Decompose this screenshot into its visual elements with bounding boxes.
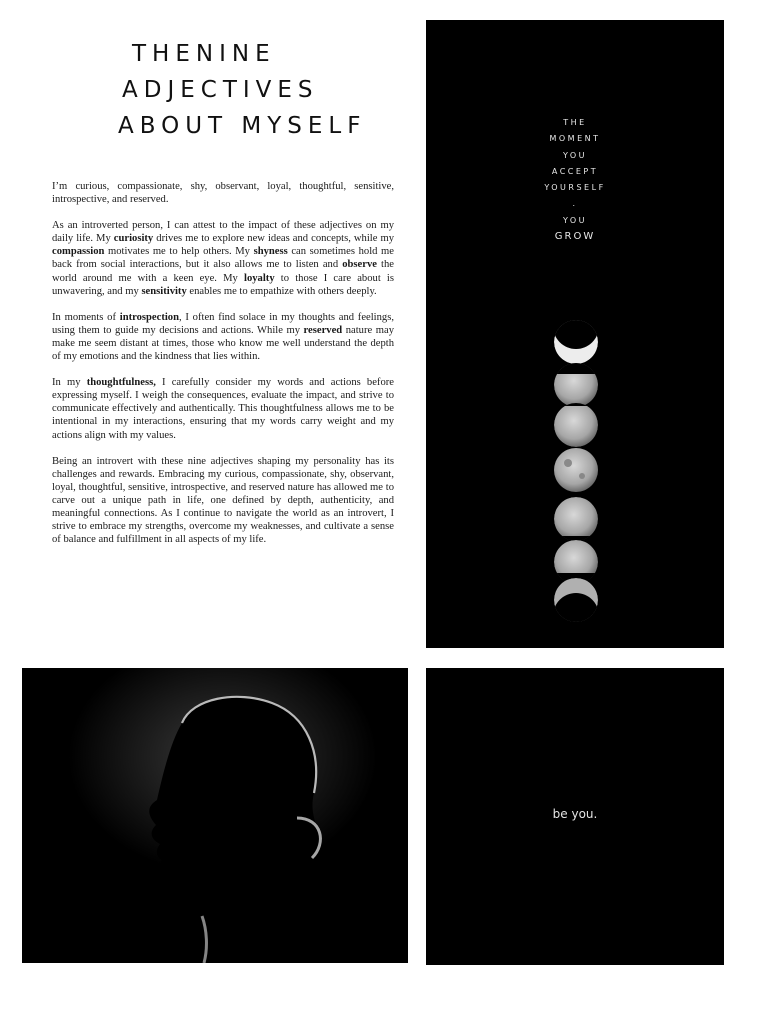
text-run: the world around me with a keen eye. My <box>52 259 395 284</box>
text-run: can sometimes hold me back from social interactions, but it also allows me to listen and <box>52 246 394 271</box>
essay-body <box>52 180 394 559</box>
woman-profile-silhouette <box>22 668 408 963</box>
quote-line: YOU <box>562 215 588 225</box>
keyword-loyalty: loyalty <box>244 272 275 284</box>
quote-line: YOU <box>562 150 588 160</box>
text-run: In my <box>52 377 87 389</box>
title-line-3: ABOUT MYSELF <box>118 113 367 139</box>
keyword-compassion: compassion <box>52 246 105 258</box>
moon-phases-illustration <box>426 20 724 648</box>
text-run: motivates me to help others. My <box>104 246 254 258</box>
be-you-text: be you. <box>552 807 598 821</box>
paragraph-impact <box>52 219 394 298</box>
paragraph-conclusion: Being an introvert with these nine adjectives shaping my personality has its challenges and rewards. Embracing my curious, compassionate, shy, observant, loyal, thoughtful, sensitive, introspective, and reserved nature has allowed me to carve out a unique path in life, one defined by depth, authenticity, and meaningful connections. As I continue to navigate the world as an introvert, I strive to embrace my strengths, overcome my weaknesses, and cultivate a sense of balance and fulfillment in all aspects of my life. <box>52 455 394 546</box>
paragraph-thoughtfulness <box>52 376 394 441</box>
moon-crescent-bottom <box>553 578 599 639</box>
title-line-2: ADJECTIVES <box>122 77 319 103</box>
moon-crescent-top <box>553 303 599 364</box>
moon-gibbous-2 <box>546 400 606 447</box>
text-run: to those I care about is unwavering, and my <box>52 272 394 297</box>
text-run: , I often find solace in my thoughts and feelings, using them to guide my decisions and actions. While my <box>52 311 394 336</box>
keyword-observe: observe <box>342 259 377 271</box>
paragraph-intro: I’m curious, compassionate, shy, observant, loyal, thoughtful, sensitive, introspective, and reserved. <box>52 181 394 206</box>
text-run: As an introverted person, I can attest to the impact of these adjectives on my daily life. My <box>52 220 394 245</box>
text-run: I carefully consider my words and actions before expressing myself. I weigh the consequences, evaluate the impact, and strive to communicate effectively and authentically. This thoughtfulness allows me to be intentional in my interactions, ensuring that my words carry weight and my actions align with my values. <box>52 377 394 441</box>
moon-gibbous-3 <box>546 497 606 544</box>
moon-phase-poster <box>426 20 724 648</box>
moon-full <box>554 448 598 492</box>
text-run: drives me to explore new ideas and concepts, while my <box>153 233 394 245</box>
quote-line: ACCEPT <box>551 166 599 176</box>
text-run: In moments of <box>52 311 120 323</box>
quote-line: MOMENT <box>549 134 601 144</box>
silhouette-photo <box>22 668 408 963</box>
keyword-sensitivity: sensitivity <box>141 285 187 297</box>
keyword-reserved: reserved <box>303 324 343 336</box>
keyword-curiosity: curiosity <box>113 233 154 245</box>
quote-line: GROW <box>554 231 596 243</box>
keyword-shyness: shyness <box>253 246 288 258</box>
text-run: enables me to empathize with others deeply. <box>186 285 377 297</box>
title-line-1: THENINE <box>132 41 276 67</box>
keyword-thoughtfulness: thoughtfulness, <box>86 377 156 389</box>
text-run: nature may make me seem distant at times, those who know me well understand the depth of my emotions and the kindness that lies within. <box>52 324 394 363</box>
moon-gibbous-1 <box>546 360 606 407</box>
page-title <box>40 36 380 144</box>
quote-line: . <box>572 199 578 209</box>
be-you-panel <box>426 668 724 965</box>
paragraph-introspection <box>52 311 394 363</box>
quote-line: YOURSELF <box>544 183 606 193</box>
keyword-introspection: introspection <box>119 311 179 323</box>
quote-line: THE <box>563 118 587 127</box>
